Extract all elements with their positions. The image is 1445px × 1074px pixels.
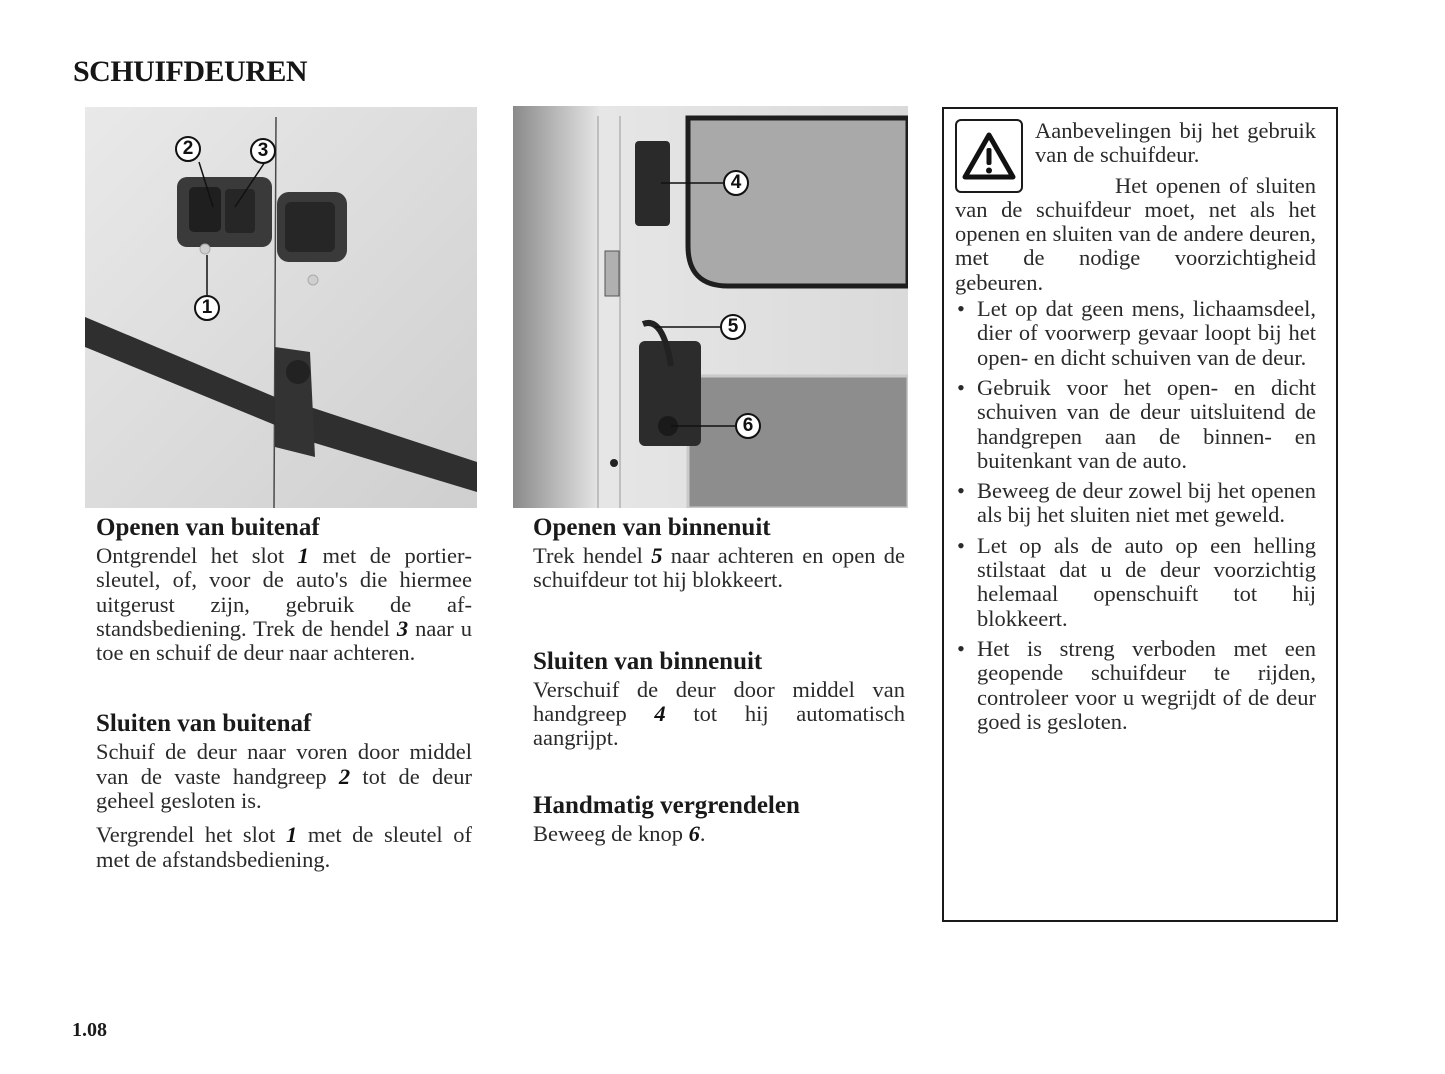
section-sluiten-buitenaf <box>96 710 472 871</box>
section-paragraph: Beweeg de knop 6. <box>533 821 706 847</box>
left-column <box>96 514 472 872</box>
callout-ref: 6 <box>688 821 700 847</box>
bullet-icon: • <box>957 478 965 504</box>
warning-item: • Het is streng verboden met een geopende schuifdeur te rijden, controleer voor u wegrijdt of de deur goed is gesloten. <box>957 635 1316 734</box>
warning-triangle-icon <box>955 119 1023 193</box>
warning-list <box>955 297 1316 734</box>
callout-3: 3 <box>250 138 276 164</box>
section-heading: Sluiten van binnenuit <box>533 647 763 675</box>
warning-item: • Let op dat geen mens, lichaamsdeel, dier of voorwerp gevaar loopt bij het open- en dicht schuiven van de deur. <box>957 296 1316 370</box>
callout-ref: 4 <box>654 700 666 726</box>
warning-item: • Gebruik voor het open- en dicht schuiven van de deur uitsluitend de handgrepen aan de binnen- en buitenkant van de auto. <box>957 374 1316 473</box>
section-heading: Openen van binnenuit <box>533 514 771 541</box>
warning-title: Aanbevelingen bij het gebruik van de schuifdeur. <box>1035 118 1316 168</box>
bullet-icon: • <box>957 635 965 661</box>
section-openen-binnenuit <box>533 514 905 593</box>
section-heading: Openen van buitenaf <box>96 514 320 541</box>
section-heading: Sluiten van buitenaf <box>96 710 312 738</box>
warning-item: • Let op als de auto op een helling stilstaat dat u de deur voorzichtig helemaal openschuift tot hij blokkeert. <box>957 532 1316 631</box>
photo-door-exterior <box>85 107 477 508</box>
section-paragraph: Trek hendel 5 naar achteren en open de schuifdeur tot hij blokkeert. <box>533 543 905 593</box>
bullet-icon: • <box>957 532 965 558</box>
warning-item: • Beweeg de deur zowel bij het openen als bij het sluiten niet met geweld. <box>957 478 1316 528</box>
page-title: SCHUIFDEUREN <box>73 55 308 88</box>
callout-ref: 2 <box>338 763 351 789</box>
callout-ref: 1 <box>297 543 310 568</box>
section-paragraph: Vergrendel het slot 1 met de sleutel of met de afstandsbediening. <box>96 822 473 872</box>
bullet-icon: • <box>957 374 965 400</box>
bullet-icon: • <box>957 296 965 322</box>
section-openen-buitenaf <box>96 514 472 665</box>
callout-6: 6 <box>735 413 761 439</box>
section-handmatig-vergrendelen <box>533 792 905 846</box>
callout-ref: 5 <box>651 543 663 568</box>
section-paragraph: Schuif de deur naar voren door middel van de vaste handgreep 2 tot de deur geheel gesloten is. <box>96 739 473 814</box>
section-paragraph: Verschuif de deur door middel van handgreep 4 tot hij automatisch aangrijpt. <box>533 676 905 751</box>
middle-column <box>533 514 905 847</box>
callout-ref: 1 <box>286 822 298 848</box>
section-heading: Handmatig vergrendelen <box>533 792 800 820</box>
warning-box <box>942 107 1338 922</box>
callout-2: 2 <box>175 136 201 162</box>
page-number: 1.08 <box>72 1019 107 1041</box>
photo-door-interior <box>513 106 908 508</box>
warning-intro-text: Het openen of sluiten van de schuifdeur moet, net als het openen en sluiten van de andere deuren, met de nodige voorzichtigheid gebeuren. <box>955 172 1316 295</box>
section-paragraph: Ontgrendel het slot 1 met de portiersleutel, of, voor de auto's die hiermee uitgerust zijn, gebruik de afstandsbediening. Trek de hendel 3 naar u toe en schuif de deur naar achteren. <box>96 543 473 666</box>
callout-ref: 3 <box>396 615 409 641</box>
callout-1: 1 <box>194 295 220 321</box>
callout-5: 5 <box>720 314 746 340</box>
callout-4: 4 <box>723 170 749 196</box>
door-interior-illustration <box>513 106 908 508</box>
section-sluiten-binnenuit <box>533 648 905 751</box>
door-exterior-illustration <box>85 107 477 508</box>
